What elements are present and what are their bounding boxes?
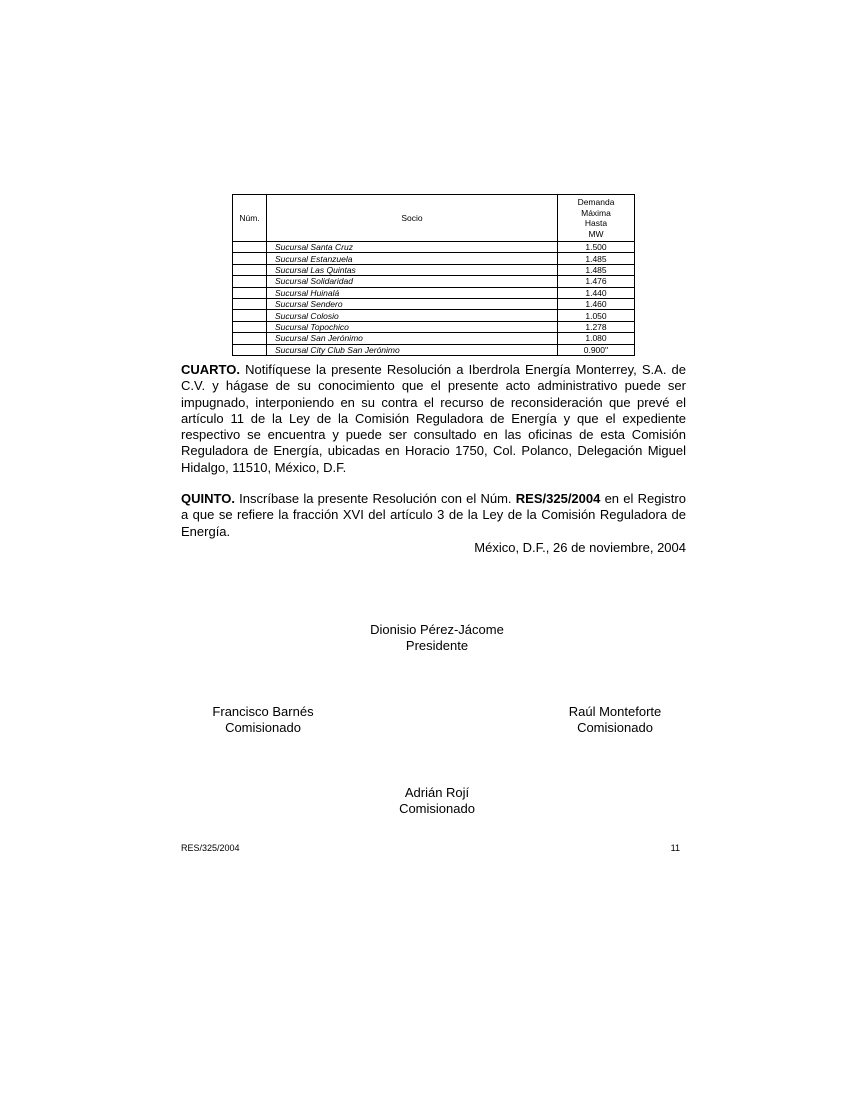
signatory-name: Adrián Rojí [404,785,470,800]
row-socio: Sucursal Topochico [267,321,558,332]
row-demanda: 1.050 [558,310,635,321]
footer-resolution-code: RES/325/2004 [181,843,240,853]
header-socio: Socio [267,195,558,242]
signatory-title: Presidente [405,638,469,653]
row-num [233,344,267,355]
table-row [233,276,635,287]
table-row [233,242,635,253]
cuarto-text: Notifíquese la presente Resolución a Iberdrola Energía Monterrey, S.A. de C.V. y hágase de su conocimiento que el presente acto administrativo puede ser impugnado, interponiendo en su contra el recurso de reconsideración que prevé el artículo 11 de la Ley de la Comisión Reguladora de Energía y que el expediente respectivo se encuentra y puede ser consultado en las oficinas de esta Comisión Reguladora de Energía, ubicadas en Horacio 1750, Col. Polanco, Delegación Miguel Hidalgo, 11510, México, D.F. [181,362,686,475]
row-num [233,298,267,309]
signatory-name: Francisco Barnés [212,704,314,719]
row-demanda: 1.278 [558,321,635,332]
signatory-title: Comisionado [577,720,653,735]
row-socio: Sucursal Colosio [267,310,558,321]
cuarto-label: CUARTO. [181,362,240,377]
paragraph-cuarto [181,362,686,476]
row-demanda: 0.900'' [558,344,635,355]
quinto-label: QUINTO. [181,491,235,506]
signature-president [332,622,542,654]
table-body [233,242,635,356]
row-demanda: 1.485 [558,264,635,275]
signature-barnes [168,704,358,736]
row-num [233,253,267,264]
table-row [233,333,635,344]
table-row [233,287,635,298]
row-demanda: 1.476 [558,276,635,287]
row-socio: Sucursal Sendero [267,298,558,309]
signatory-title: Comisionado [225,720,301,735]
table-row [233,344,635,355]
page-number: 11 [670,843,680,853]
table-row [233,264,635,275]
signatory-name: Raúl Monteforte [568,704,662,719]
resolution-number: RES/325/2004 [515,491,601,506]
row-socio: Sucursal City Club San Jerónimo [267,344,558,355]
row-demanda: 1.485 [558,253,635,264]
quinto-text-after: en el Registro a que se refiere la fracción XVI del artículo 3 de la Ley de la Comisión Reguladora de Energía. [181,491,686,539]
signature-roji [332,785,542,817]
row-num [233,242,267,253]
signature-monteforte [520,704,710,736]
table-row [233,298,635,309]
row-num [233,276,267,287]
row-num [233,287,267,298]
row-socio: Sucursal Las Quintas [267,264,558,275]
row-demanda: 1.080 [558,333,635,344]
row-socio: Sucursal Santa Cruz [267,242,558,253]
row-socio: Sucursal Solidaridad [267,276,558,287]
quinto-text-before: Inscríbase la presente Resolución con el Núm. [239,491,512,506]
row-socio: Sucursal Huinalá [267,287,558,298]
signatory-title: Comisionado [399,801,475,816]
row-num [233,264,267,275]
row-num [233,321,267,332]
table-header-row [233,195,635,242]
socios-table [232,194,635,356]
row-demanda: 1.460 [558,298,635,309]
row-socio: Sucursal San Jerónimo [267,333,558,344]
date-line: México, D.F., 26 de noviembre, 2004 [474,540,686,555]
paragraph-quinto [181,491,686,540]
table-row [233,310,635,321]
row-num [233,310,267,321]
row-demanda: 1.440 [558,287,635,298]
header-num: Núm. [233,195,267,242]
row-socio: Sucursal Estanzuela [267,253,558,264]
signatory-name: Dionisio Pérez-Jácome [370,622,504,637]
table-row [233,321,635,332]
row-demanda: 1.500 [558,242,635,253]
table-row [233,253,635,264]
row-num [233,333,267,344]
header-demanda-maxima: Demanda Máxima Hasta MW [558,195,635,242]
